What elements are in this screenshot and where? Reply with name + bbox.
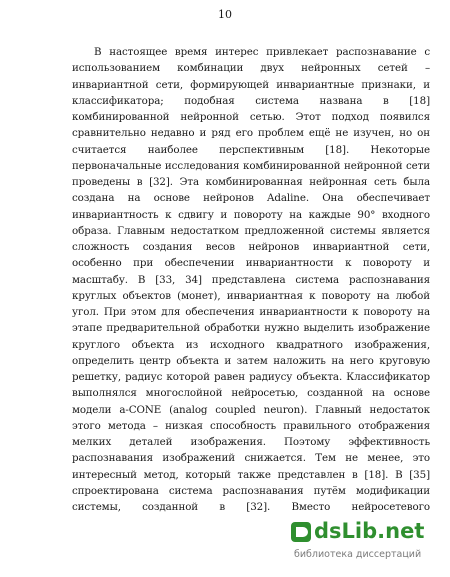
- text-line: круглого объекта из исходного квадратного изображения,: [72, 338, 430, 351]
- text-line: масштабу. В [33, 34] представлена система распознавания: [72, 273, 430, 286]
- text-line: спроектирована система распознавания путём модификации: [72, 484, 430, 497]
- dslib-badge-icon: [290, 521, 312, 543]
- text-line: особенно при обеспечении инвариантности к повороту и: [72, 257, 430, 270]
- body-text: [72, 44, 430, 515]
- text-line: определить центр объекта и затем наложить на него круговую: [72, 354, 430, 367]
- page-number: 10: [218, 8, 232, 21]
- watermark: [290, 519, 440, 571]
- text-line: В настоящее время интерес привлекает распознавание с: [94, 46, 430, 58]
- text-line: первоначальные исследования комбинированной нейронной сети: [72, 159, 430, 172]
- text-line: образа. Главным недостатком предложенной системы является: [72, 224, 430, 237]
- text-line: этого метода – низкая способность правильного отображения: [72, 419, 430, 432]
- text-line: проведены в [32]. Эта комбинированная нейронная сеть была: [72, 176, 430, 188]
- text-line: использованием комбинации двух нейронных сетей –: [72, 62, 430, 75]
- text-line: системы, созданной в [32]. Вместо нейросетевого: [72, 501, 430, 513]
- text-line: классификатора; подобная система названа в [18]: [72, 94, 430, 107]
- watermark-logo: dsLib.net: [314, 519, 425, 543]
- text-line: создана на основе нейронов Adaline. Она обеспечивает: [72, 192, 430, 205]
- text-line: решетку, радиус которой равен радиусу объекта. Классификатор: [72, 371, 430, 383]
- text-line: интересный метод, который также представлен в [18]. В [35]: [72, 468, 430, 481]
- text-line: угол. При этом для обеспечения инвариантности к повороту на: [72, 306, 430, 318]
- text-line: модели a-CONE (analog coupled neuron). Главный недостаток: [72, 403, 430, 416]
- text-line: инвариантность к сдвигу и повороту на каждые 90° входного: [72, 208, 430, 221]
- text-line: сложность создания весов нейронов инвариантной сети,: [72, 241, 430, 253]
- text-line: сравнительно недавно и ряд его проблем ещё не изучен, но он: [72, 127, 430, 140]
- text-line: мелких деталей изображения. Поэтому эффективность: [72, 436, 430, 448]
- text-line: считается наиболее перспективным [18]. Некоторые: [72, 143, 430, 156]
- text-line: распознавания изображений снижается. Тем не менее, это: [72, 452, 430, 465]
- text-line: комбинированной нейронной сетью. Этот подход появился: [72, 111, 430, 123]
- text-line: выполнялся многослойной нейросетью, созданной на основе: [72, 387, 430, 400]
- text-line: этапе предварительной обработки нужно выделить изображение: [72, 322, 430, 335]
- text-line: инвариантной сети, формирующей инвариантные признаки, и: [72, 78, 430, 91]
- text-line: круглых объектов (монет), инвариантная к повороту на любой: [72, 289, 430, 302]
- watermark-caption: библиотека диссертаций: [294, 549, 422, 560]
